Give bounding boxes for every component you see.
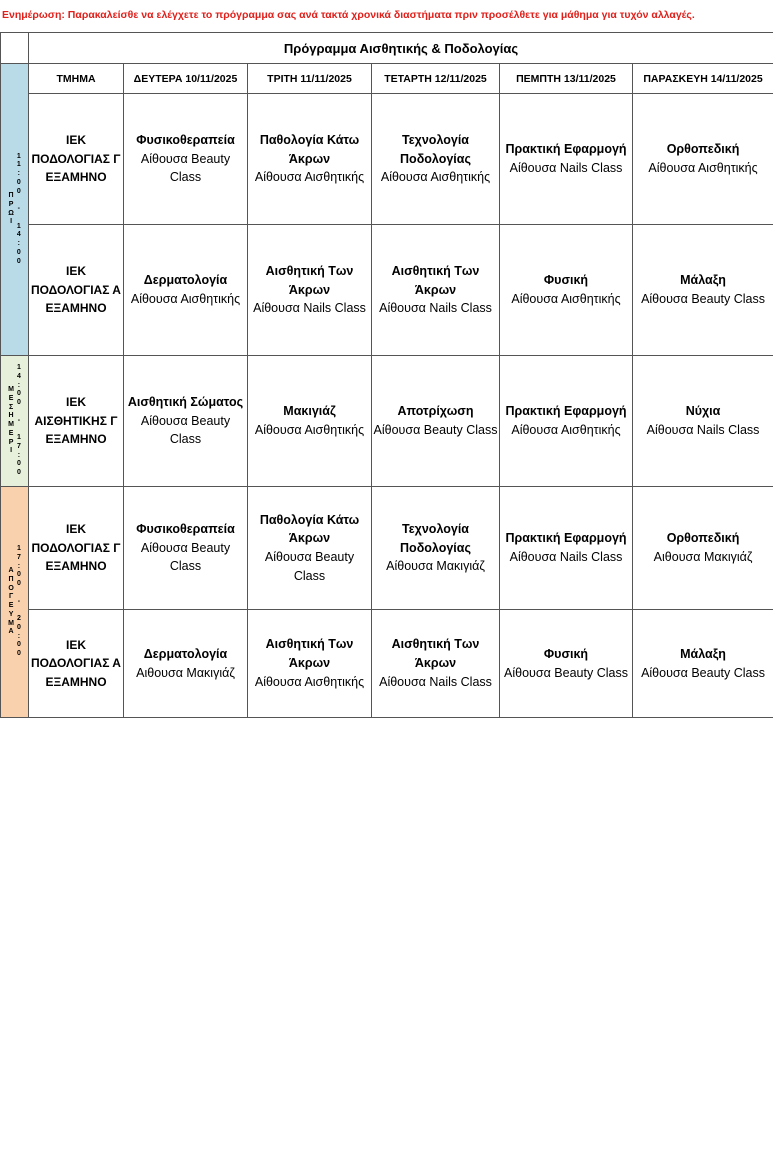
class-cell <box>372 356 500 487</box>
room-name: Αίθουσα Beauty Class <box>641 665 765 680</box>
subject-name: Φυσική <box>543 273 589 288</box>
class-cell <box>500 94 633 225</box>
room-name: Αίθουσα Nails Class <box>509 550 623 564</box>
header-monday: ΔΕΥΤΕΡΑ 10/11/2025 <box>124 64 248 94</box>
group-cell: ΙΕΚ ΠΟΔΟΛΟΓΙΑΣ Α ΕΞΑΜΗΝΟ <box>29 610 124 718</box>
subject-name: Πρακτική Εφαρμογή <box>505 142 627 157</box>
period-name: Α Π Ο Γ Ε Υ Μ Α <box>8 567 14 636</box>
subject-name: Ορθοπεδική <box>666 531 740 546</box>
class-cell <box>124 356 248 487</box>
room-name: Αίθουσα Beauty Class <box>264 550 355 583</box>
header-friday: ΠΑΡΑΣΚΕΥΗ 14/11/2025 <box>633 64 773 94</box>
subject-name: Φυσικοθεραπεία <box>136 521 235 536</box>
group-cell: ΙΕΚ ΠΟΔΟΛΟΓΙΑΣ Α ΕΞΑΜΗΝΟ <box>29 225 124 356</box>
class-cell <box>124 487 248 610</box>
subject-name: Παθολογία Κάτω Άκρων <box>259 132 360 166</box>
period-time: 1 4 : 0 0 - 1 7 : 0 0 <box>16 364 21 477</box>
update-notice: Ενημέρωση: Παρακαλείσθε να ελέγχετε το πρόγραμμα σας ανά τακτά χρονικά διαστήματα πριν προσέλθετε για μάθημα για τυχόν αλλαγές. <box>2 9 695 21</box>
subject-name: Αισθητική Των Άκρων <box>391 263 480 297</box>
period-label <box>1 153 28 267</box>
class-cell <box>248 356 372 487</box>
table-row <box>1 94 773 225</box>
table-row <box>1 356 773 487</box>
room-name: Αίθουσα Nails Class <box>509 161 623 175</box>
title-row <box>1 33 773 64</box>
subject-name: Αποτρίχωση <box>397 404 474 419</box>
class-cell <box>633 610 773 718</box>
room-name: Αιθουσα Μακιγιάζ <box>653 550 753 564</box>
period-name: Μ Ε Σ Η Μ Ε Ρ Ι <box>8 386 14 455</box>
header-group: ΤΜΗΜΑ <box>29 64 124 94</box>
room-name: Αίθουσα Beauty Class <box>373 423 498 437</box>
class-cell <box>372 94 500 225</box>
corner-cell <box>1 33 29 64</box>
subject-name: Αισθητική Των Άκρων <box>265 637 354 671</box>
room-name: Αιθουσα Μακιγιάζ <box>136 665 235 680</box>
class-cell <box>372 487 500 610</box>
room-name: Αίθουσα Αισθητικής <box>130 292 241 306</box>
class-cell <box>633 225 773 356</box>
class-cell <box>248 94 372 225</box>
table-row <box>1 487 773 610</box>
room-name: Αίθουσα Nails Class <box>646 423 760 437</box>
subject-name: Αισθητική Σώματος <box>127 394 244 409</box>
header-thursday: ΠΕΜΠΤΗ 13/11/2025 <box>500 64 633 94</box>
period-label <box>1 545 28 659</box>
period-evening <box>1 487 29 718</box>
table-row <box>1 225 773 356</box>
period-morning <box>1 64 29 356</box>
room-name: Αίθουσα Beauty Class <box>140 540 231 574</box>
room-name: Αίθουσα Beauty Class <box>140 151 231 185</box>
schedule-title: Πρόγραμμα Αισθητικής & Ποδολογίας <box>29 33 773 64</box>
class-cell <box>633 94 773 225</box>
group-cell: ΙΕΚ ΑΙΣΘΗΤΙΚΗΣ Γ ΕΞΑΜΗΝΟ <box>29 356 124 487</box>
period-name: Π Ρ Ω Ι <box>8 192 14 226</box>
header-wednesday: ΤΕΤΑΡΤΗ 12/11/2025 <box>372 64 500 94</box>
subject-name: Νύχια <box>685 404 721 419</box>
class-cell <box>124 225 248 356</box>
subject-name: Μάλαξη <box>680 273 726 288</box>
class-cell <box>500 610 633 718</box>
period-time: 1 1 : 0 0 - 1 4 : 0 0 <box>16 152 21 265</box>
class-cell <box>633 356 773 487</box>
room-name: Αίθουσα Αισθητικής <box>648 161 758 175</box>
subject-name: Ορθοπεδική <box>666 142 740 157</box>
subject-name: Αισθητική Των Άκρων <box>391 637 480 671</box>
header-row <box>1 64 773 94</box>
subject-name: Δερματολογία <box>143 273 228 288</box>
group-cell: ΙΕΚ ΠΟΔΟΛΟΓΙΑΣ Γ ΕΞΑΜΗΝΟ <box>29 487 124 610</box>
subject-name: Μακιγιάζ <box>283 404 336 419</box>
room-name: Αίθουσα Αισθητικής <box>254 170 365 185</box>
table-row <box>1 610 773 718</box>
header-tuesday: ΤΡΙΤΗ 11/11/2025 <box>248 64 372 94</box>
subject-name: Φυσική <box>543 646 589 661</box>
period-time: 1 7 : 0 0 - 2 0 : 0 0 <box>16 545 21 658</box>
class-cell <box>124 94 248 225</box>
room-name: Αίθουσα Beauty Class <box>504 665 628 680</box>
room-name: Αίθουσα Αισθητικής <box>511 423 621 437</box>
period-label <box>1 364 28 478</box>
class-cell <box>248 487 372 610</box>
room-name: Αίθουσα Nails Class <box>253 301 366 316</box>
subject-name: Πρακτική Εφαρμογή <box>505 404 627 419</box>
schedule-table <box>0 32 773 718</box>
class-cell <box>500 487 633 610</box>
subject-name: Πρακτική Εφαρμογή <box>505 531 627 546</box>
class-cell <box>633 487 773 610</box>
subject-name: Αισθητική Των Άκρων <box>265 263 354 297</box>
class-cell <box>372 610 500 718</box>
room-name: Αίθουσα Αισθητικής <box>254 423 365 437</box>
room-name: Αίθουσα Μακιγιάζ <box>386 559 485 574</box>
room-name: Αίθουσα Beauty Class <box>641 292 765 306</box>
class-cell <box>248 610 372 718</box>
room-name: Αίθουσα Nails Class <box>379 301 492 316</box>
subject-name: Τεχνολογία Ποδολογίας <box>400 521 471 555</box>
room-name: Αίθουσα Αισθητικής <box>380 170 491 185</box>
class-cell <box>248 225 372 356</box>
period-noon <box>1 356 29 487</box>
room-name: Αίθουσα Beauty Class <box>140 413 231 447</box>
class-cell <box>500 356 633 487</box>
subject-name: Δερματολογία <box>143 646 228 661</box>
subject-name: Παθολογία Κάτω Άκρων <box>259 512 360 546</box>
room-name: Αίθουσα Nails Class <box>379 674 492 689</box>
room-name: Αίθουσα Αισθητικής <box>254 674 365 689</box>
room-name: Αίθουσα Αισθητικής <box>511 292 621 306</box>
subject-name: Φυσικοθεραπεία <box>136 132 235 147</box>
subject-name: Τεχνολογία Ποδολογίας <box>400 132 471 166</box>
class-cell <box>372 225 500 356</box>
subject-name: Μάλαξη <box>680 646 726 661</box>
group-cell: ΙΕΚ ΠΟΔΟΛΟΓΙΑΣ Γ ΕΞΑΜΗΝΟ <box>29 94 124 225</box>
class-cell <box>500 225 633 356</box>
class-cell <box>124 610 248 718</box>
